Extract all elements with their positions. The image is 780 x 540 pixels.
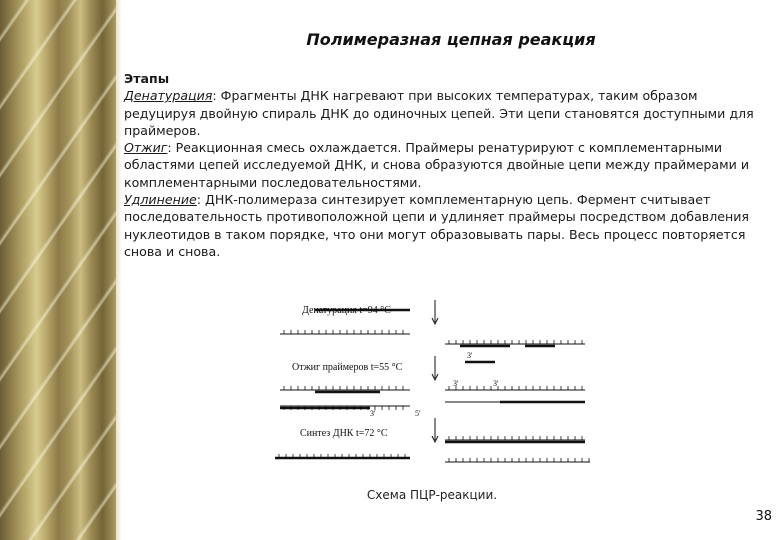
step-label-annealing: Отжиг праймеров t=55 °С (292, 362, 403, 373)
separated-strands-1 (445, 344, 585, 346)
paragraph-annealing (124, 139, 764, 191)
label-3prime-b: 3' (453, 379, 459, 388)
slide-title: Полимеразная цепная реакция (306, 30, 596, 49)
paragraph-elongation (124, 191, 764, 260)
term-annealing: Отжиг (124, 140, 168, 156)
label-3prime-a: 3' (467, 351, 473, 360)
step-label-synthesis: Синтез ДНК t=72 °С (300, 428, 388, 439)
decorative-gold-border (0, 0, 122, 540)
page-number: 38 (755, 509, 772, 524)
text-elongation: : ДНК-полимераза синтезирует комплементарную цепь. Фермент считывает последовательность противоположной цепи и удлиняет праймеры посредством добавления нуклеотидов в таком порядке, что они могут образовывать пары. Весь процесс повторяется снова и снова. (124, 192, 749, 259)
term-elongation: Удлинение (124, 192, 197, 208)
pcr-scheme-diagram (260, 290, 600, 480)
term-denaturation: Денатурация (124, 88, 213, 104)
extended-strands (280, 406, 410, 408)
primed-strands (280, 390, 585, 402)
slide-body (124, 70, 764, 260)
scheme-caption: Схема ПЦР-реакции. (366, 488, 498, 502)
stages-heading: Этапы (124, 71, 170, 86)
text-denaturation: : Фрагменты ДНК нагревают при высоких температурах, таким образом редуцируя двойную спираль ДНК до одиночных цепей. Эти цепи становятся доступными для праймеров. (124, 88, 754, 138)
label-3prime-d: 3' (370, 409, 376, 418)
step-label-denaturation: Денатурация t=94 °С (302, 305, 391, 316)
label-3prime-c: 3' (493, 379, 499, 388)
new-double-strands-a (445, 440, 585, 442)
text-annealing: : Реакционная смесь охлаждается. Праймеры ренатурируют с комплементарными областями цепей исследуемой ДНК, и снова образуются двойные цепи между праймерами и комплементарными последовательностями. (124, 140, 750, 190)
new-double-strands-b (275, 458, 590, 462)
paragraph-denaturation (124, 87, 764, 139)
label-5prime: 5' (415, 409, 421, 418)
